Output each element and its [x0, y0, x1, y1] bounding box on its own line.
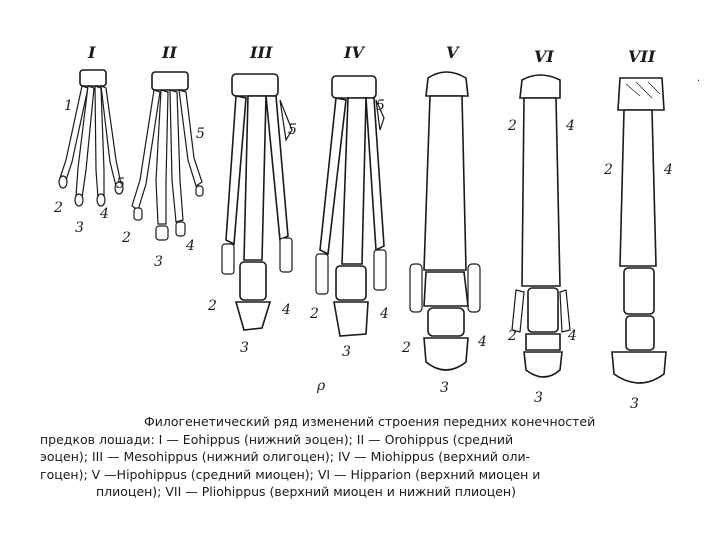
limb-stage-6 [507, 47, 577, 406]
digit-label: 4 [566, 118, 575, 134]
digit-label: 3 [534, 390, 543, 406]
digit-label: 3 [75, 220, 84, 236]
digit-label: 5 [376, 98, 385, 114]
stage-numeral: I [88, 43, 96, 62]
limb-stage-3 [207, 43, 297, 356]
digit-label: 4 [478, 334, 487, 350]
digit-label: 5 [196, 126, 205, 142]
page-mark: ρ [317, 378, 326, 394]
digit-label: 4 [282, 302, 291, 318]
digit-label: 5 [288, 122, 297, 138]
digit-label: 2 [508, 328, 517, 344]
digit-label: 4 [664, 162, 673, 178]
digit-label: 2 [508, 118, 517, 134]
caption-line: Филогенетический ряд изменений строения передних конечностей [144, 414, 596, 429]
caption-line: плиоцен); VII — Pliohippus (верхний миоцен и нижний плиоцен) [96, 484, 516, 500]
stage-numeral: III [250, 43, 273, 62]
stage-numeral: IV [344, 43, 364, 62]
digit-label: 2 [54, 200, 63, 216]
limb-stage-7 [603, 47, 673, 410]
digit-label: 2 [604, 162, 613, 178]
stage-numeral: VI [534, 47, 554, 66]
caption-line: предков лошади: I — Eohippus (нижний эоцен); II — Orohippus (средний [40, 431, 514, 447]
digit-label: 3 [240, 340, 249, 356]
digit-label: 3 [630, 396, 639, 410]
limb-stage-4 [309, 43, 389, 360]
digit-label: 2 [402, 340, 411, 356]
digit-label: 3 [440, 380, 449, 396]
figure-caption [40, 413, 680, 501]
digit-label: 1 [64, 98, 73, 114]
digit-label: 2 [122, 230, 131, 246]
digit-label: 2 [310, 306, 319, 322]
stage-numeral: II [162, 43, 177, 62]
digit-label: 4 [100, 206, 109, 222]
digit-label: 4 [186, 238, 195, 254]
caption-line: гоцен); V —Hipohippus (средний миоцен); VI — Hipparion (верхний миоцен и [40, 466, 541, 482]
limb-stage-1 [53, 43, 125, 236]
digit-label: 3 [342, 344, 351, 360]
corner-mark: · [697, 76, 701, 87]
digit-label: 3 [154, 254, 163, 270]
caption-line: эоцен); III — Mesohippus (нижний олигоцен); IV — Miohippus (верхний оли- [40, 449, 531, 465]
digit-label: 5 [116, 176, 125, 192]
stage-numeral: V [446, 43, 459, 62]
digit-label: 4 [568, 328, 577, 344]
stage-numeral: VII [628, 47, 656, 66]
limb-stage-5 [401, 43, 487, 396]
digit-label: 4 [380, 306, 389, 322]
limb-stage-2 [121, 43, 205, 270]
digit-label: 2 [208, 298, 217, 314]
